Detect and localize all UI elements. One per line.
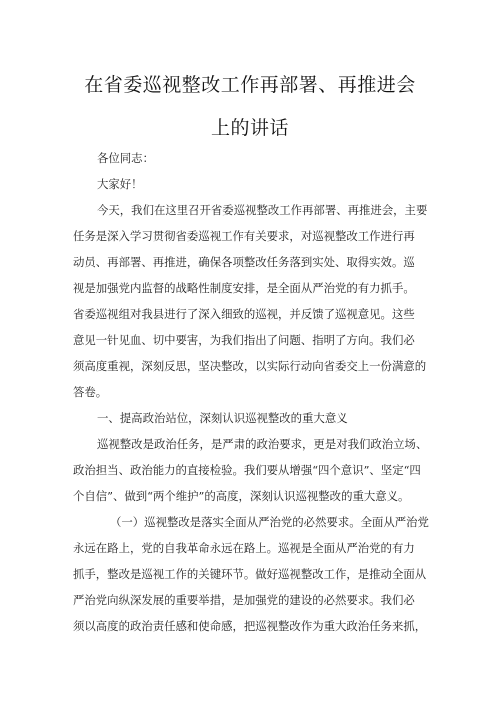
paragraph-1-line: 动员、再部署、再推进，确保各项整改任务落到实处、取得实效。巡 bbox=[73, 255, 415, 269]
paragraph-1-line: 意见一针见血、切中要害，为我们指出了问题、指明了方向。我们必 bbox=[73, 333, 415, 347]
paragraph-1-line: 今天，我们在这里召开省委巡视整改工作再部署、再推进会，主要 bbox=[97, 203, 428, 217]
paragraph-3-line: 严治党向纵深发展的重要举措，是加强党的建设的必然要求。我们必 bbox=[73, 593, 415, 607]
paragraph-1-line: 须高度重视，深刻反思，坚决整改，以实际行动向省委交上一份满意的 bbox=[73, 359, 427, 373]
document-title-line-1: 在省委巡视整改工作再部署、再推进会 bbox=[84, 74, 416, 96]
subsection-1-heading: （一）巡视整改是落实全面从严治党的必然要求。全面从严治党 bbox=[110, 515, 429, 529]
paragraph-3-line: 永远在路上，党的自我革命永远在路上。巡视是全面从严治党的有力 bbox=[73, 541, 415, 555]
paragraph-1-line: 任务是深入学习贯彻省委巡视工作有关要求，对巡视整改工作进行再 bbox=[73, 229, 415, 243]
paragraph-1-line: 答卷。 bbox=[73, 385, 108, 399]
document-title-line-2: 上的讲话 bbox=[210, 117, 289, 139]
paragraph-3-line: 抓手，整改是巡视工作的关键环节。做好巡视整改工作，是推动全面从 bbox=[73, 567, 427, 581]
paragraph-3-line: 须以高度的政治责任感和使命感，把巡视整改作为重大政治任务来抓， bbox=[73, 619, 427, 633]
paragraph-1-line: 省委巡视组对我县进行了深入细致的巡视，并反馈了巡视意见。这些 bbox=[73, 307, 415, 321]
section-1-heading: 一、提高政治站位，深刻认识巡视整改的重大意义 bbox=[97, 411, 348, 425]
paragraph-2-line: 巡视整改是政治任务，是严肃的政治要求，更是对我们政治立场、 bbox=[97, 437, 428, 451]
paragraph-2-line: 个自信”、做到“两个维护”的高度，深刻认识巡视整改的重大意义。 bbox=[73, 489, 410, 503]
paragraph-1-line: 视是加强党内监督的战略性制度安排，是全面从严治党的有力抓手。 bbox=[73, 281, 415, 295]
paragraph-2-line: 政治担当、政治能力的直接检验。我们要从增强“四个意识”、坚定“四 bbox=[73, 463, 421, 477]
greeting: 大家好！ bbox=[97, 177, 143, 191]
salutation: 各位同志： bbox=[97, 151, 154, 165]
